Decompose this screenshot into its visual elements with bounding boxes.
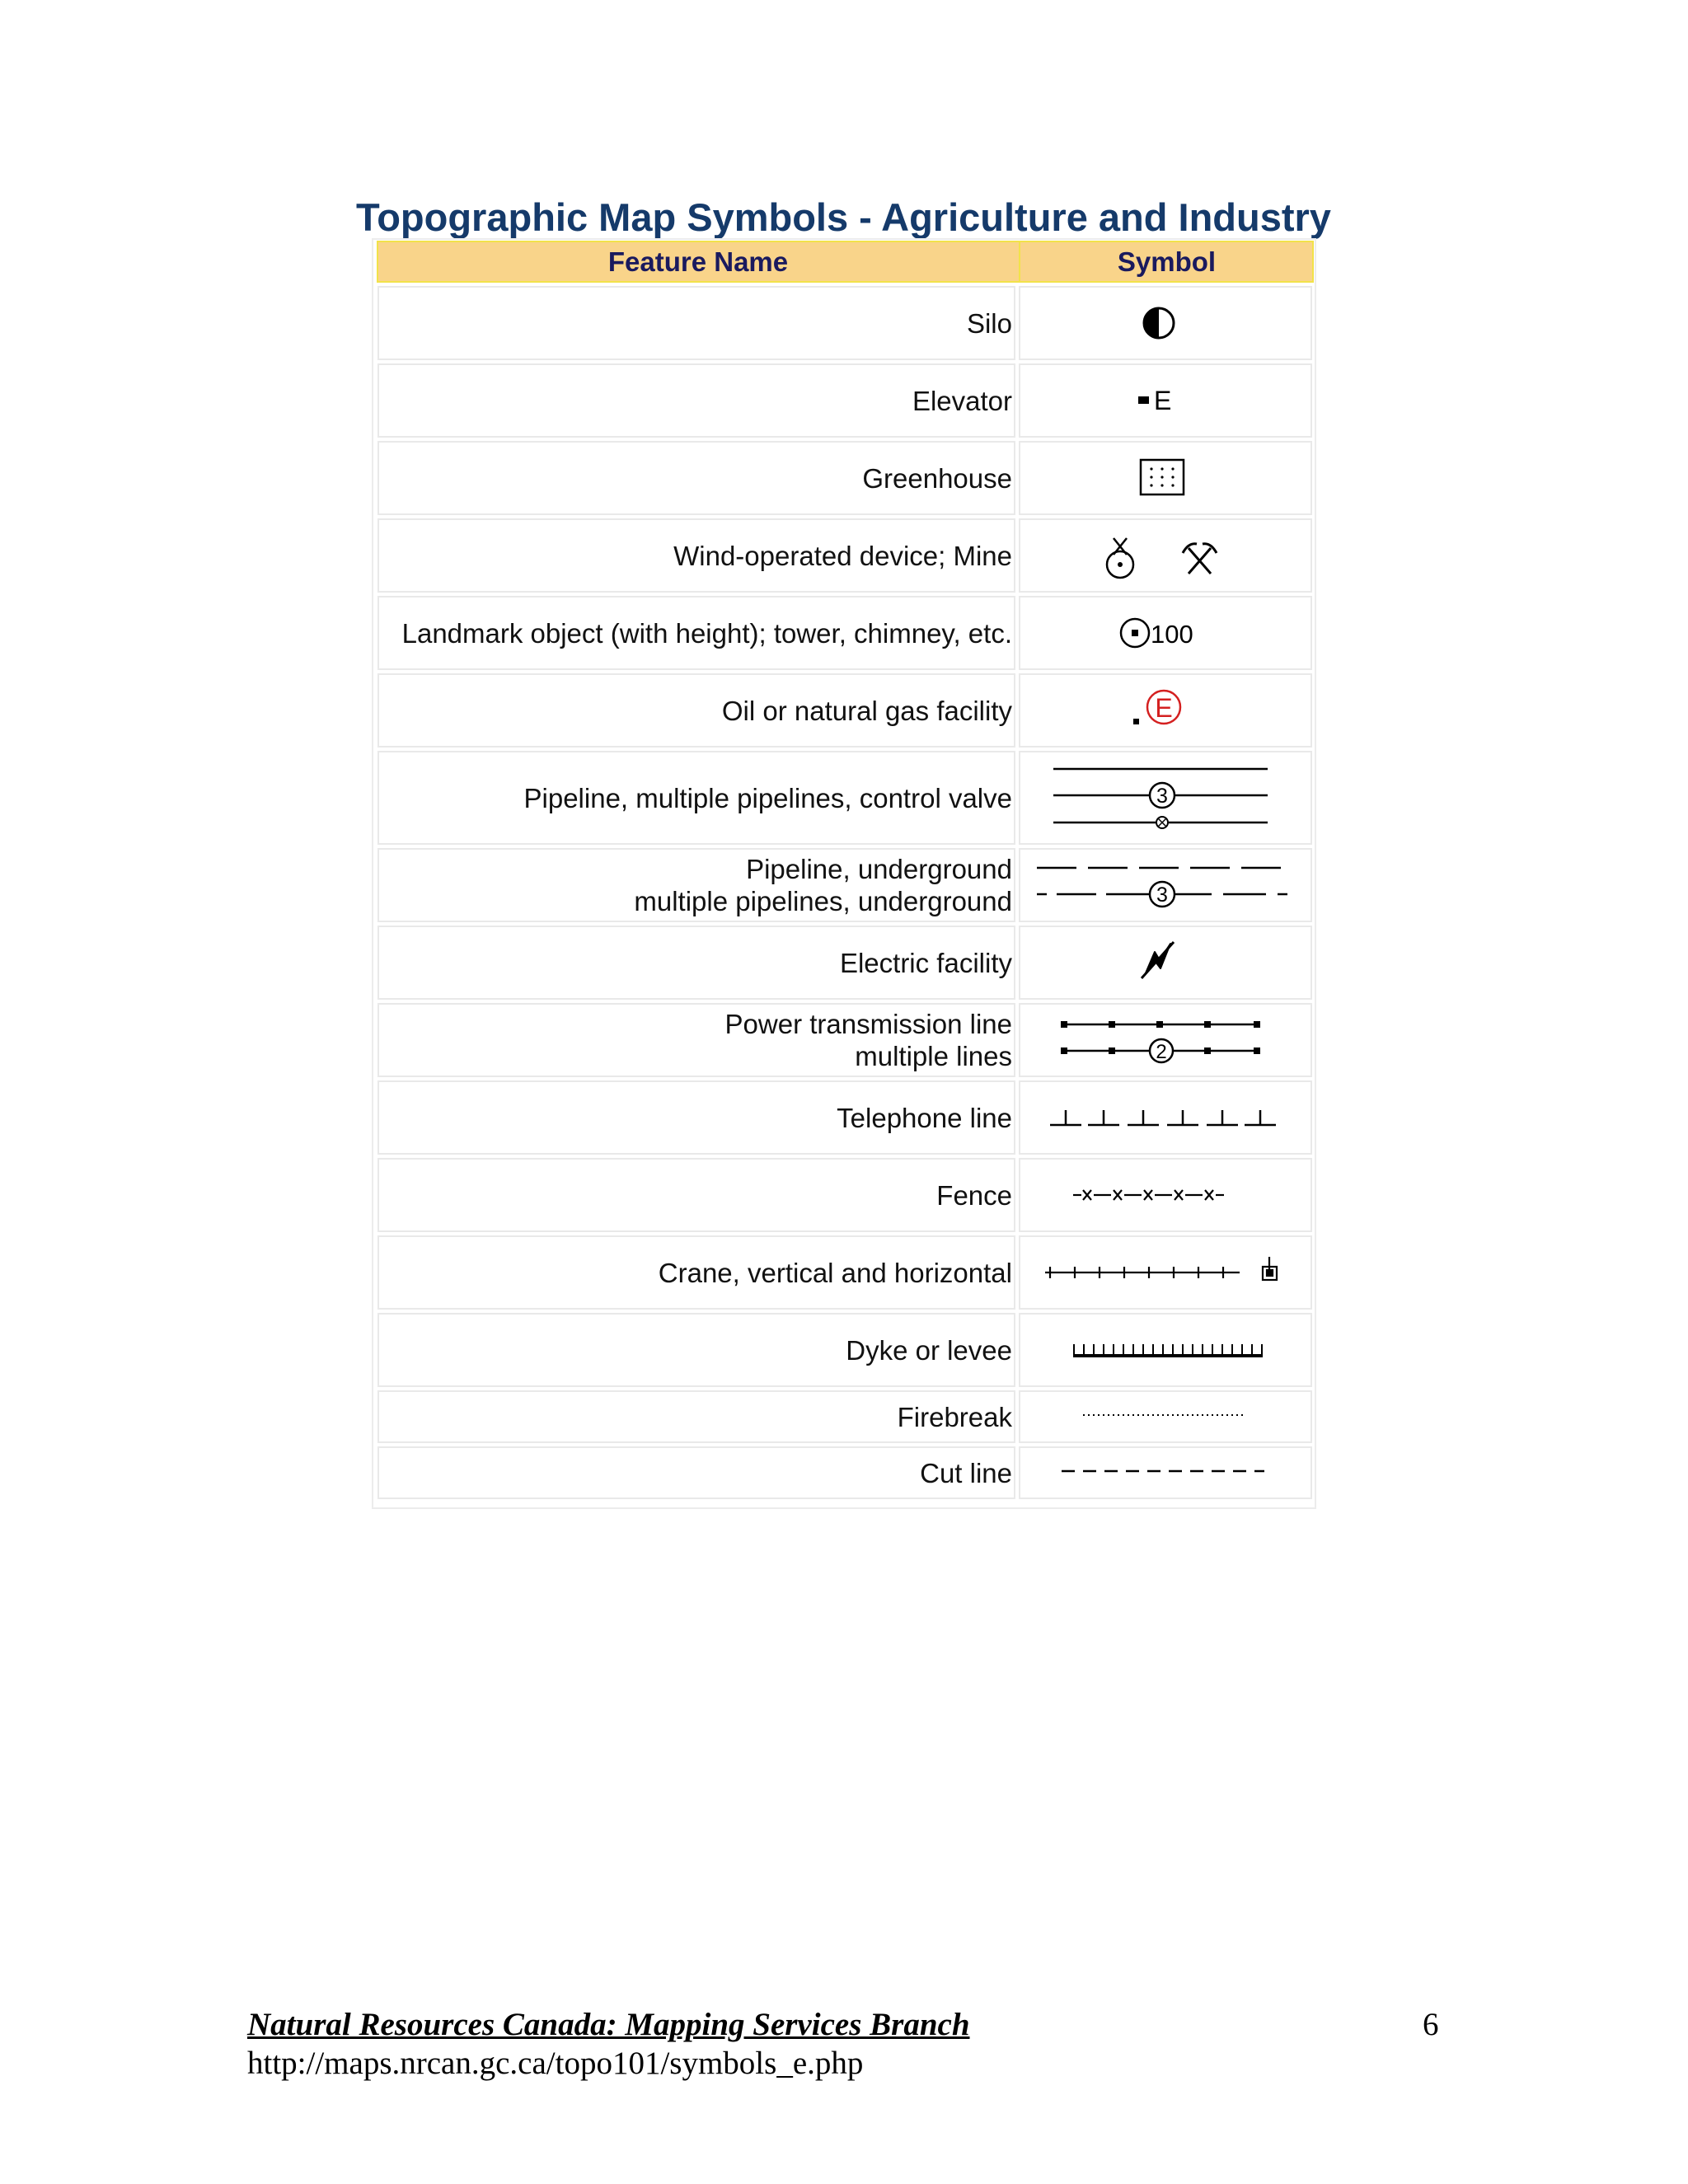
elevator-icon — [1020, 365, 1311, 436]
silo-icon — [1020, 288, 1311, 359]
underground-pipeline-count: 3 — [1156, 883, 1168, 907]
feature-label: Pipeline, underground multiple pipelines, underground — [634, 854, 1012, 916]
crane-icon — [1020, 1237, 1311, 1308]
oil-gas-letter: E — [1155, 693, 1173, 723]
pipeline-icon — [1020, 752, 1311, 843]
feature-label: Firebreak — [897, 1401, 1012, 1432]
header-divider — [1019, 242, 1020, 281]
feature-label: Power transmission line multiple lines — [724, 1009, 1012, 1071]
header-feature-name: Feature Name — [607, 246, 789, 277]
feature-label: Crane, vertical and horizontal — [658, 1257, 1012, 1288]
footer-title: Natural Resources Canada: Mapping Services Branch — [247, 2007, 970, 2042]
feature-label: Landmark object (with height); tower, chimney, etc. — [401, 617, 1012, 649]
feature-label: Cut line — [920, 1457, 1012, 1488]
footer-url[interactable]: http://maps.nrcan.gc.ca/topo101/symbols_e.php — [247, 2046, 864, 2081]
table-row — [377, 1313, 1312, 1387]
feature-label: Pipeline, multiple pipelines, control valve — [523, 782, 1012, 813]
pipeline-count: 3 — [1156, 785, 1168, 808]
table-row — [377, 1080, 1312, 1155]
table-row — [377, 1390, 1312, 1443]
landmark-icon — [1020, 598, 1311, 668]
feature-label: Greenhouse — [862, 462, 1012, 494]
page-number: 6 — [1423, 2007, 1439, 2042]
greenhouse-icon — [1020, 443, 1311, 513]
table-row — [377, 518, 1312, 593]
electric-icon — [1020, 927, 1311, 998]
table-row — [377, 441, 1312, 515]
symbols-table — [372, 238, 1316, 1509]
table-header — [377, 241, 1314, 283]
feature-label: Dyke or levee — [846, 1334, 1012, 1366]
mine-icon — [1183, 544, 1217, 574]
dyke-icon — [1020, 1315, 1311, 1385]
table-row — [377, 673, 1312, 748]
table-row — [377, 751, 1312, 845]
table-row — [377, 926, 1312, 1000]
table-row — [377, 1235, 1312, 1310]
feature-label: Electric facility — [839, 947, 1012, 978]
vertical-crane-icon — [1263, 1257, 1277, 1280]
wind-mine-icon — [1020, 520, 1311, 591]
power-line-icon — [1020, 1005, 1311, 1076]
elevator-letter: E — [1154, 386, 1172, 415]
landmark-height: 100 — [1151, 620, 1193, 649]
fence-icon — [1020, 1160, 1311, 1230]
table-row — [377, 286, 1312, 360]
page-title: Topographic Map Symbols - Agriculture and Industry — [356, 195, 1331, 239]
feature-label: Oil or natural gas facility — [721, 695, 1012, 726]
feature-label: Silo — [966, 307, 1012, 339]
wind-device-icon — [1107, 538, 1133, 578]
firebreak-icon — [1020, 1392, 1311, 1441]
table-row — [377, 1158, 1312, 1232]
table-row — [377, 848, 1312, 922]
feature-label: Elevator — [912, 385, 1012, 416]
table-row — [377, 1446, 1312, 1499]
feature-label: Fence — [936, 1179, 1012, 1211]
table-row — [377, 596, 1312, 670]
pipeline-underground-icon — [1020, 850, 1311, 921]
power-line-count: 2 — [1156, 1041, 1167, 1063]
telephone-line-icon — [1020, 1082, 1311, 1153]
header-symbol: Symbol — [1117, 246, 1217, 277]
table-row — [377, 1003, 1312, 1077]
oil-gas-icon — [1020, 675, 1311, 746]
table-row — [377, 363, 1312, 438]
cut-line-icon — [1020, 1448, 1311, 1497]
feature-label: Wind-operated device; Mine — [673, 540, 1012, 571]
feature-label: Telephone line — [837, 1102, 1012, 1133]
